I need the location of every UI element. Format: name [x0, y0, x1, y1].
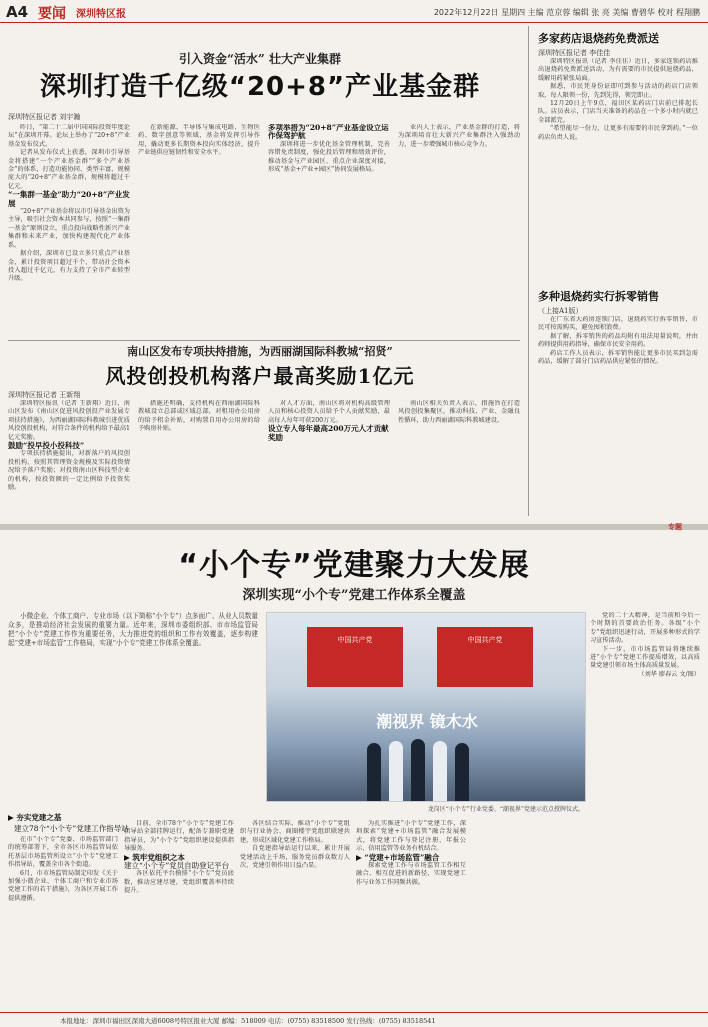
- paragraph: 各区依托平台摸排“小个专”党员底数，推动应建尽建，党组织覆盖率持续提升。: [124, 870, 234, 895]
- article1-column-4: [398, 124, 520, 342]
- sidebar1-body: [538, 58, 698, 280]
- lead-paragraph: 小微企业、个体工商户、专业市场（以下简称“小个专”）点多面广、从业人员数量众多，是推动经济社会发展的重要力量。近年来，深圳市委组织部、市市场监管局把“小个专”党建工作作为重要任务，大力推进党的组织和工作有效覆盖，逐步构建起“党建+市场监管”工作格局，实现“小个专”党建工作体系全覆盖。: [8, 612, 258, 647]
- article3-column-5: [590, 612, 700, 1008]
- article3-headline: “小个专”党建聚力大发展: [178, 548, 530, 583]
- paragraph: 深圳将进一步优化基金管理机制，完善容错免责制度，强化投后管理和绩效评价，推动基金与产业园区、重点企业深度对接，形成“基金+产业+园区”协同发展格局。: [268, 140, 390, 174]
- paragraph: 专项扶持措施提出，对新落户的风投创投机构，按照其管理资金规模及实际投资情况给予落户奖励；对投资南山区科技型企业的机构，按投资额的一定比例给予投资奖励。: [8, 450, 130, 492]
- footer-text: 本报地址：深圳市福田区深南大道6008号特区报业大厦 邮编：518009 电话：(0755) 83518500 发行热线：(0755) 83518541: [60, 1017, 436, 1025]
- section-1-heading: ▶ 夯实党建之基: [8, 813, 62, 822]
- article2-column-2: [138, 400, 260, 518]
- paragraph: 昨日，“第二十二届中国国际投资年度论坛”在深圳开幕。论坛上举办了“20+8”产业基金发布仪式。: [8, 124, 130, 148]
- paragraph: 深圳特区报讯（记者 李佳佳）近日，多家连锁药店推出退烧药免费派送活动，为有需要的市民提供退烧药品，缓解用药紧张局面。: [538, 58, 698, 82]
- subheading: 建立“小个专”党员自助登记平台: [124, 861, 230, 871]
- paragraph: 6月，市市场监管局制定印发《关于加强小微企业、个体工商户和专业市场党建工作的若干措施》，为各区开展工作提供遵循。: [8, 869, 118, 902]
- divider: [8, 340, 520, 341]
- author-credit: （刘华 廖春云 文/图）: [638, 670, 700, 678]
- paragraph: 探索党建工作与市场监管工作相互融合、相互促进的新路径，实现党建工作与业务工作同频共振。: [356, 862, 466, 886]
- article1-column-1: [8, 124, 130, 342]
- paragraph: “希望能尽一份力，让更多有需要的市民拿到药。”一位药店负责人说。: [538, 125, 698, 141]
- paragraph: 据了解，拆零销售的药品均附有用法用量说明，并由药师提供用药指导，确保市民安全用药。: [538, 332, 698, 349]
- paragraph: “20+8”产业基金将以市引导基金出资为主导，吸引社会资本共同参与，按照“一集群一基金”原则设立，重点投向战略性新兴产业集群和未来产业，加快构建现代化产业体系。: [8, 208, 130, 249]
- article3-column-2: [124, 820, 234, 1008]
- paragraph: 各区结合实际，推动“小个专”党组织与行业协会、商圈楼宇党组织联建共建，形成区域化党建工作格局。: [240, 820, 350, 844]
- paragraph: 深圳特区报讯（记者 王新翔）近日，南山区发布《南山区促进风投创投产业发展专项扶持措施》，为西丽湖国际科教城引进优质风投创投机构，对符合条件的机构给予最高1亿元奖励。: [8, 400, 130, 441]
- paragraph: 南山区相关负责人表示，措施旨在打造风投创投集聚区，推动科技、产业、金融良性循环，助力西丽湖国际科教城建设。: [398, 400, 520, 424]
- paper-name: 深圳特区报: [76, 9, 126, 20]
- footer: [0, 1012, 708, 1027]
- paragraph: 为扎实推进“小个专”党建工作，深圳探索“党建+市场监管”融合发展模式，将党建工作与登记注册、年报公示、信用监管等业务有机结合。: [356, 820, 466, 853]
- photo-banner-text: 中国共产党: [337, 636, 373, 644]
- article1-byline: 深圳特区报记者 刘宇瀚: [8, 113, 81, 121]
- photo-banner-logo: 潮视界 镜木水: [376, 712, 478, 731]
- paragraph: 在广东省大药房连锁门店，退烧药实行拆零销售，市民可按需购买，避免囤积浪费。: [538, 316, 698, 332]
- subheading: ▶ “党建+市场监管”融合: [356, 852, 440, 862]
- masthead: [0, 0, 708, 23]
- subheading: ▶ 筑牢党组织之本: [124, 852, 185, 862]
- paragraph: 自党建指导站运行以来，累计开展党建活动上千场，服务党员群众数万人次，党建引领作用日益凸显。: [240, 845, 350, 870]
- sidebar-divider: [528, 26, 529, 516]
- article1-column-3: [268, 124, 390, 342]
- paragraph: 目前，全市78个“小个专”党建工作指导站全部挂牌运行，配备专兼职党建指导员，为“小个专”党组织建设提供指导服务。: [124, 820, 234, 853]
- sidebar2-byline: （上接A1版）: [538, 307, 583, 315]
- person-figure: [433, 741, 447, 801]
- article3-photo: [266, 612, 586, 802]
- sidebar2-title: 多种退烧药实行拆零销售: [538, 290, 659, 303]
- person-figure: [455, 743, 469, 801]
- edition-meta: 2022年12月22日 星期四 主编 范京蓉 编辑 张 亮 美编 曹碧华 校对 程翔鹏: [433, 8, 700, 17]
- paragraph: 12月20日上午9点，福田区某药店门店前已排起长队。店员表示，门店当天准备的药品在一个多小时内就已全部派完。: [538, 100, 698, 124]
- paragraph: 记者从发布仪式上获悉，深圳市引导基金将搭建“一个产业基金群”“多个产业基金”的体系，打造功能协同、类型丰富、规模庞大的“20+8”产业基金群，规模将超过千亿元。: [8, 149, 130, 190]
- sidebar2-body: [538, 316, 698, 516]
- photo-red-board: [437, 627, 533, 687]
- paragraph: 药店工作人员表示，拆零销售能让更多市民买到急需药品，缓解了部分门店药品供应紧张的情况。: [538, 349, 698, 366]
- photo-caption: 龙岗区“小个专”行业党委、“潮视界”党建示范点授牌仪式。: [427, 806, 584, 813]
- photo-red-board: [307, 627, 403, 687]
- paragraph: 据介绍，深圳市已设立多只重点产业基金，累计投资项目超过千个，带动社会资本投入超过千亿元，有力支持了全市产业转型升级。: [8, 250, 130, 283]
- article2-column-1: [8, 400, 130, 518]
- sidebar1-byline: 深圳特区报记者 李佳佳: [538, 49, 611, 57]
- article2-kicker: 南山区发布专项扶持措施，为西丽湖国际科教城“招贤”: [127, 345, 393, 358]
- article3-subheadline: 深圳实现“小个专”党建工作体系全覆盖: [242, 588, 466, 603]
- subheading: 多项举措为“20+8”产业基金设立运作保驾护航: [268, 124, 389, 141]
- article3-column-1: [8, 836, 118, 1008]
- subheading: 设立专人每年最高200万元人才贡献奖励: [268, 424, 389, 442]
- article1-kicker: 引入资金“活水” 壮大产业集群: [179, 52, 341, 66]
- article2-headline: 风投创投机构落户最高奖励1亿元: [105, 364, 415, 388]
- article2-column-3: [268, 400, 390, 518]
- sidebar1-title: 多家药店退烧药免费派送: [538, 32, 659, 45]
- band-tag: 专题: [668, 522, 682, 531]
- article3-column-4: [356, 820, 466, 1008]
- paragraph: 措施还明确，支持机构在西丽湖国际科教城设立总部或区域总部，对租用办公用房的给予租金补贴，对购置自用办公用房的给予购房补贴。: [138, 400, 260, 433]
- page-number: A4: [6, 3, 29, 21]
- article3-lead: [8, 612, 258, 732]
- paragraph: 下一步，市市场监管局将继续推进“小个专”党建工作提质增效，以高质量党建引领市场主体高质量发展。: [590, 645, 700, 670]
- photo-people: [367, 733, 485, 801]
- person-figure: [367, 743, 381, 801]
- paragraph: 在市“小个专”党委、市场监管部门的统筹部署下，全市各区市场监管局依托基层市场监管所设立“小个专”党建工作指导站，覆盖全市各个街道。: [8, 836, 118, 869]
- section-band: [0, 524, 708, 530]
- paragraph: 在新能源、半导体与集成电路、生物医药、数字创意等领域，基金将发挥引导作用，撬动更多长期资本投向实体经济，提升产业链供应链韧性和安全水平。: [138, 124, 260, 157]
- article2-column-4: [398, 400, 520, 518]
- subheading: 鼓励“投早投小投科技”: [8, 441, 85, 451]
- photo-banner-text: 中国共产党: [467, 636, 503, 644]
- section-1-subheading: 建立78个“小个专”党建工作指导站: [14, 824, 129, 833]
- paragraph: 业内人士表示，产业基金群的打造，将为深圳培育壮大新兴产业集群注入强劲动力，进一步增强城市核心竞争力。: [398, 124, 520, 148]
- paragraph: 对人才方面，南山区将对机构高级管理人员和核心投资人员给予个人贡献奖励，最高每人每年可获200万元。: [268, 400, 390, 424]
- section-name: 要闻: [38, 6, 66, 22]
- person-figure: [411, 739, 425, 801]
- article1-column-2: [138, 124, 260, 342]
- subheading: “一集群一基金”助力“20+8”产业发展: [8, 190, 130, 208]
- article2-byline: 深圳特区报记者 王新翔: [8, 391, 81, 399]
- paragraph: 党的二十大精神，是当前和今后一个时期的首要政治任务。各级“小个专”党组织迅速行动，开展多种形式的学习宣传活动。: [590, 612, 700, 645]
- article3-column-3: [240, 820, 350, 1008]
- paragraph: 据悉，市民凭身份证即可到参与活动的药店门店领取，每人限领一份，先到先得，领完即止。: [538, 83, 698, 99]
- person-figure: [389, 741, 403, 801]
- article1-headline: 深圳打造千亿级“20+8”产业基金群: [39, 72, 481, 102]
